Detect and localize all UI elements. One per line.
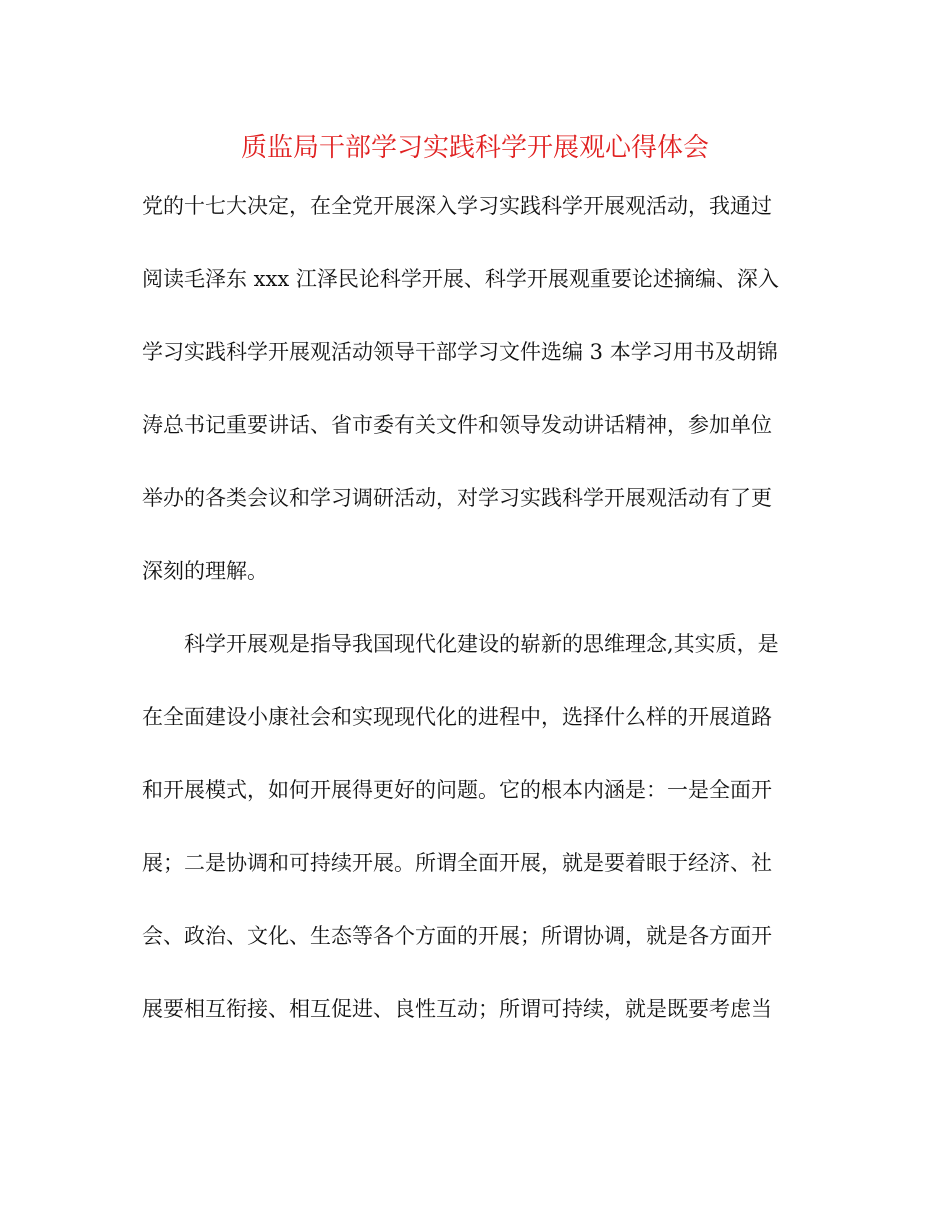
paragraph-2 (142, 624, 808, 1062)
text-line: 会、政治、文化、生态等各个方面的开展；所谓协调，就是各方面开 (142, 924, 772, 948)
text-line: 举办的各类会议和学习调研活动，对学习实践科学开展观活动有了更 (142, 486, 772, 510)
text-line: 在全面建设小康社会和实现现代化的进程中，选择什么样的开展道路 (142, 705, 772, 729)
text-line: 涛总书记重要讲话、省市委有关文件和领导发动讲话精神，参加单位 (142, 413, 772, 437)
text-line: 展；二是协调和可持续开展。所谓全面开展，就是要着眼于经济、社 (142, 851, 772, 875)
text-line: 深刻的理解。 (142, 559, 268, 583)
text-line: 和开展模式，如何开展得更好的问题。它的根本内涵是：一是全面开 (142, 778, 772, 802)
text-line: 展要相互衔接、相互促进、良性互动；所谓可持续，就是既要考虑当 (142, 997, 772, 1021)
paragraph-1 (142, 186, 808, 624)
text-line: 阅读毛泽东 xxx 江泽民论科学开展、科学开展观重要论述摘编、深入 (142, 267, 779, 291)
text-line: 学习实践科学开展观活动领导干部学习文件选编 3 本学习用书及胡锦 (142, 340, 778, 364)
text-line: 科学开展观是指导我国现代化建设的崭新的思维理念,其实质，是 (184, 632, 779, 656)
document-body (142, 186, 808, 1062)
text-line: 党的十七大决定，在全党开展深入学习实践科学开展观活动，我通过 (142, 194, 772, 218)
document-title: 质监局干部学习实践科学开展观心得体会 (240, 133, 709, 163)
